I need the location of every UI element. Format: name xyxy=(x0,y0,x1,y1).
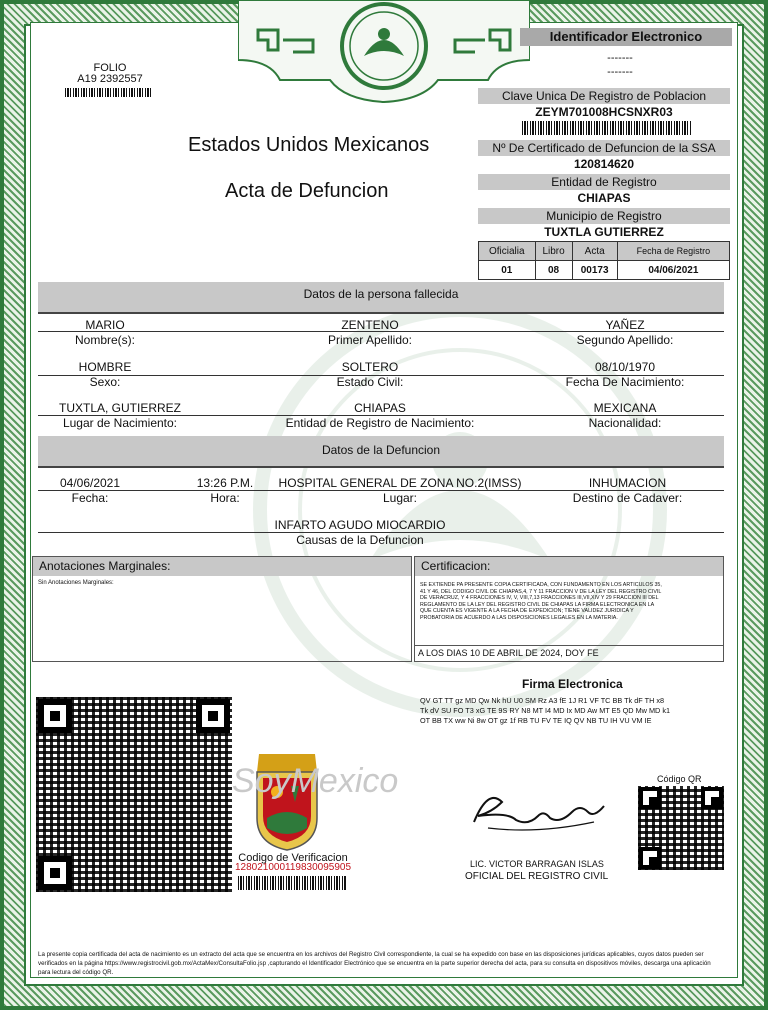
qr-finder xyxy=(639,847,661,869)
hora-defuncion-value: 13:26 P.M. xyxy=(196,476,254,490)
anotaciones-title: Anotaciones Marginales: xyxy=(33,557,411,576)
persona-section-header: Datos de la persona fallecida xyxy=(38,282,724,314)
nombre-label: Nombre(s): xyxy=(74,333,135,347)
entidad-value: CHIAPAS xyxy=(577,191,631,205)
registro-value-fecha: 04/06/2021 xyxy=(617,261,729,280)
causa-value: INFARTO AGUDO MIOCARDIO xyxy=(274,518,446,532)
municipio-label: Municipio de Registro xyxy=(478,208,730,224)
document-title: Acta de Defuncion xyxy=(225,180,389,202)
destino-label: Destino de Cadaver: xyxy=(572,491,683,505)
ssa-value: 120814620 xyxy=(573,157,635,171)
verificacion-barcode xyxy=(238,876,346,890)
municipio-value: TUXTLA GUTIERREZ xyxy=(544,225,664,239)
official-signature xyxy=(468,782,608,838)
lugar-defuncion-value: HOSPITAL GENERAL DE ZONA NO.2(IMSS) xyxy=(278,476,522,490)
nacionalidad-value: MEXICANA xyxy=(593,401,657,415)
lugar-defuncion-label: Lugar: xyxy=(382,491,418,505)
fecha-nacimiento-label: Fecha De Nacimiento: xyxy=(565,375,685,389)
curp-barcode xyxy=(522,121,692,135)
certificacion-text: SE EXTIENDE PA PRESENTE COPIA CERTIFICADA, CON FUNDAMENTO EN LOS ARTICULOS 35, 41 Y 46, DEL CODIGO CIVIL DE CHIAPAS,4, 7 Y 11 FRACCION V DE LA LEY DEL REGISTRO CIVIL DE VERACRUZ, Y 4 FRACCIONES IV, V, VIII,7,13 FRACCIONES III,VII,XIV Y 29 FRACCION III DEL REGLAMENTO DE LA LEY DEL REGISTRO CIVIL DE CHIAPAS LA FIRMA ELECTRONICA EN LA QUE CUENTA ES VIGENTE A LA FECHA DE EXPEDICION; TIENE VALIDEZ JURIDICA Y PROBATORIA DE ACUERDO A LAS DISPOSICIONES LEGALES EN LA MATERIA. xyxy=(420,582,662,621)
firma-title: Firma Electronica xyxy=(522,677,623,691)
qr-finder xyxy=(196,699,230,733)
firma-line1: QV GT TT gz MD Qw Nk hU U0 SM Rz A3 fE 1J R1 VF TC BB Tk dF TH x8 xyxy=(420,696,665,705)
nacionalidad-label: Nacionalidad: xyxy=(588,416,662,430)
hora-defuncion-label: Hora: xyxy=(210,491,240,505)
estado-civil-value: SOLTERO xyxy=(341,360,399,374)
oficial-name: LIC. VICTOR BARRAGAN ISLAS xyxy=(470,859,604,869)
qr-finder xyxy=(701,787,723,809)
segundo-apellido-value: YAÑEZ xyxy=(605,318,645,332)
fecha-defuncion-label: Fecha: xyxy=(71,491,109,505)
soymexico-watermark: SoyMexico xyxy=(232,762,399,800)
qr-finder xyxy=(639,787,661,809)
identificador-line1: ------- xyxy=(607,52,633,64)
registro-value-libro: 08 xyxy=(535,261,572,280)
primer-apellido-value: ZENTENO xyxy=(341,318,399,332)
verificacion-label: Codigo de Verificacion xyxy=(238,852,348,864)
destino-value: INHUMACION xyxy=(588,476,667,490)
entidad-nacimiento-value: CHIAPAS xyxy=(354,401,406,415)
fecha-defuncion-value: 04/06/2021 xyxy=(59,476,121,490)
divider xyxy=(414,645,724,646)
registro-header-acta: Acta xyxy=(572,242,617,261)
firma-line2: Tk dV SU FO T3 xG TE 9S RY N8 MT I4 MD Ix MD Aw MT E5 QD Mw MD k1 xyxy=(420,706,671,715)
certificacion-fecha: A LOS DIAS 10 DE ABRIL DE 2024, DOY FE xyxy=(418,648,599,658)
ssa-label: Nº De Certificado de Defuncion de la SSA xyxy=(478,140,730,156)
defuncion-section-header: Datos de la Defuncion xyxy=(38,436,724,468)
curp-label: Clave Unica De Registro de Poblacion xyxy=(478,88,730,104)
folio-value: A19 2392557 xyxy=(77,73,143,85)
registro-table xyxy=(478,241,730,280)
qr-finder xyxy=(38,856,72,890)
anotaciones-text: Sin Anotaciones Marginales: xyxy=(38,580,114,586)
folio-barcode xyxy=(65,88,153,97)
codigo-qr-label: Código QR xyxy=(657,774,702,784)
small-qr-code[interactable] xyxy=(638,786,724,870)
segundo-apellido-label: Segundo Apellido: xyxy=(576,333,674,347)
sexo-label: Sexo: xyxy=(89,375,121,389)
certificacion-title: Certificacion: xyxy=(415,557,723,576)
lugar-nacimiento-value: TUXTLA, GUTIERREZ xyxy=(58,401,181,415)
lugar-nacimiento-label: Lugar de Nacimiento: xyxy=(62,416,178,430)
folio-label: FOLIO xyxy=(93,62,127,74)
entidad-nacimiento-label: Entidad de Registro de Nacimiento: xyxy=(285,416,475,430)
qr-finder xyxy=(38,699,72,733)
estado-civil-label: Estado Civil: xyxy=(336,375,404,389)
registro-header-fecha: Fecha de Registro xyxy=(617,242,729,261)
curp-value: ZEYM701008HCSNXR03 xyxy=(535,105,673,119)
registro-header-oficialia: Oficialia xyxy=(479,242,536,261)
registro-value-acta: 00173 xyxy=(572,261,617,280)
registro-value-oficialia: 01 xyxy=(479,261,536,280)
causa-label: Causas de la Defuncion xyxy=(296,533,424,547)
primer-apellido-label: Primer Apellido: xyxy=(327,333,413,347)
nombre-value: MARIO xyxy=(85,318,125,332)
identificador-title: Identificador Electronico xyxy=(520,28,732,46)
identificador-line2: ------- xyxy=(607,66,633,78)
entidad-label: Entidad de Registro xyxy=(478,174,730,190)
firma-line3: OT BB TX ww Ni 8w OT gz 1f RB TU FV TE IQ QV NB TU IH VU VM IE xyxy=(420,716,652,725)
registro-header-libro: Libro xyxy=(535,242,572,261)
footer-legal-text: La presente copia certificada del acta de nacimiento es un extracto del acta que se encuentra en los archivos del Registro Civil correspondiente, la cual se ha expedido con base en las disposiciones jurídicas aplicables, cuyos datos pueden ser verificados en la página https://www.registrocivil.gob.mx/ActaMex/ConsultaFolio.jsp ,capturando el Identificador Electrónico que se encuentra en la parte superior derecha del acta, para su consulta en dispositivos móviles, descarga una aplicación para lectura del código QR. xyxy=(38,951,711,976)
fecha-nacimiento-value: 08/10/1970 xyxy=(594,360,656,374)
verificacion-code: 128021000119830095905 xyxy=(234,862,352,873)
oficial-title: OFICIAL DEL REGISTRO CIVIL xyxy=(465,871,609,882)
sexo-value: HOMBRE xyxy=(78,360,132,374)
verification-qr-code[interactable] xyxy=(36,697,232,892)
country-title: Estados Unidos Mexicanos xyxy=(188,134,430,156)
